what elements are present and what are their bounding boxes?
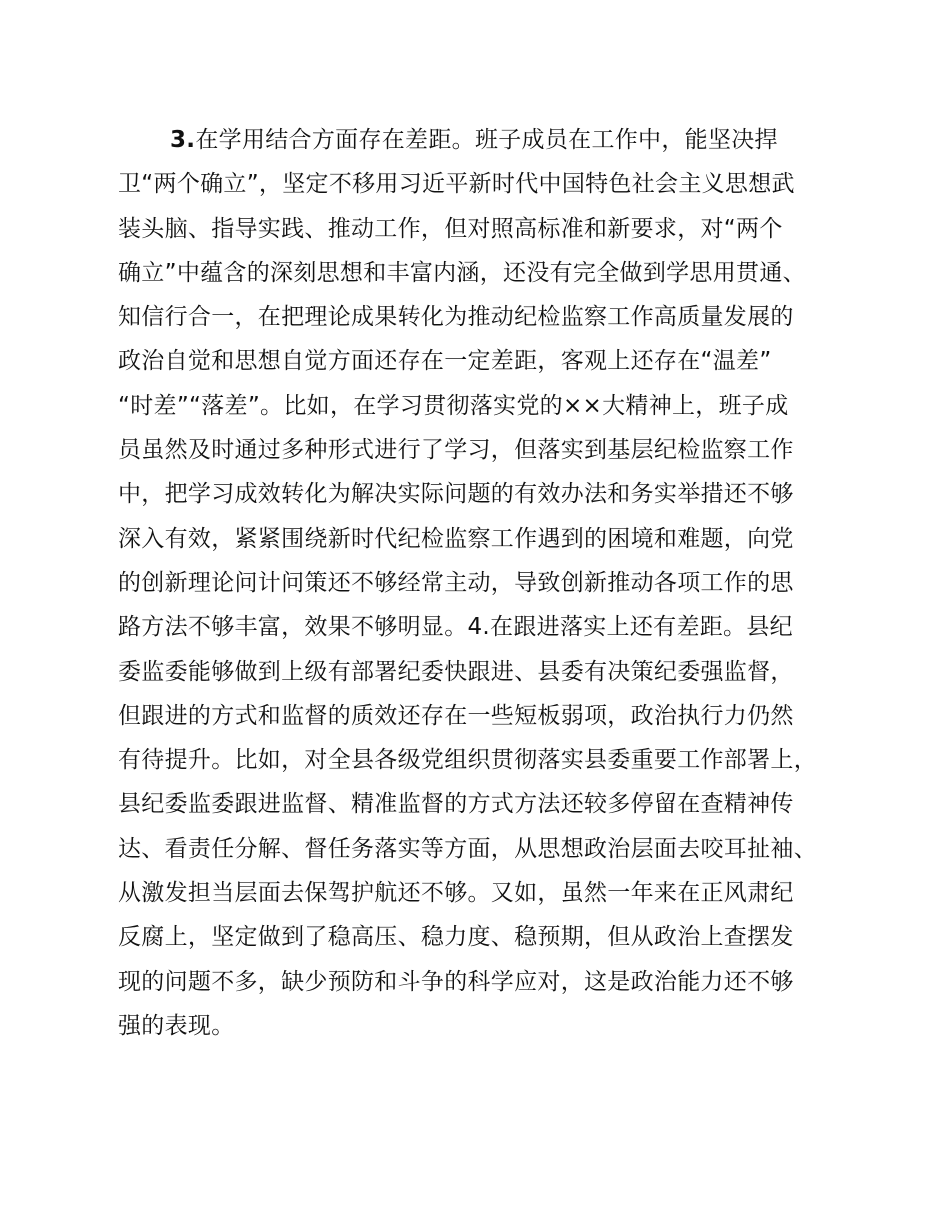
text-line: 委监委能够做到上级有部署纪委快跟进、县委有决策纪委强监督， <box>118 658 794 685</box>
text-line: 知信行合一，在把理论成果转化为推动纪检监察工作高质量发展的 <box>118 304 794 331</box>
text-line: 员虽然及时通过多种形式进行了学习，但落实到基层纪检监察工作 <box>118 437 794 464</box>
text-line: 政治自觉和思想自觉方面还存在一定差距，客观上还存在“温差” <box>118 348 772 375</box>
text-line: 达、看责任分解、督任务落实等方面，从思想政治层面去咬耳扯袖、 <box>118 835 817 862</box>
text-line: 有待提升。比如，对全县各级党组织贯彻落实县委重要工作部署上， <box>118 747 817 774</box>
text-line: 的创新理论问计问策还不够经常主动，导致创新推动各项工作的思 <box>118 569 794 596</box>
text-line <box>118 118 858 162</box>
body-paragraph <box>118 118 858 1048</box>
text-line: 县纪委监委跟进监督、精准监督的方式方法还较多停留在查精神传 <box>118 791 794 818</box>
text-line: 深入有效，紧紧围绕新时代纪检监察工作遇到的困境和难题，向党 <box>118 525 794 552</box>
text-line: 现的问题不多，缺少预防和斗争的科学应对，这是政治能力还不够 <box>118 968 794 995</box>
text-line: 卫“两个确立”，坚定不移用习近平新时代中国特色社会主义思想武 <box>118 171 795 198</box>
text-line: 装头脑、指导实践、推动工作，但对照高标准和新要求，对“两个 <box>118 215 783 242</box>
text-line: 中，把学习成效转化为解决实际问题的有效办法和务实举措还不够 <box>118 481 794 508</box>
text-line: 但跟进的方式和监督的质效还存在一些短板弱项，政治执行力仍然 <box>118 702 794 729</box>
text-line-content: 在学用结合方面存在差距。班子成员在工作中，能坚决捍 <box>195 127 778 153</box>
text-line: 确立”中蕴含的深刻思想和丰富内涵，还没有完全做到学思用贯通、 <box>118 259 806 286</box>
section-number: 3. <box>170 127 196 153</box>
text-line: 路方法不够丰富，效果不够明显。4.在跟进落实上还有差距。县纪 <box>118 614 793 641</box>
text-line: 强的表现。 <box>118 1012 235 1039</box>
text-line: 从激发担当层面去保驾护航还不够。又如，虽然一年来在正风肃纪 <box>118 880 794 907</box>
text-line: “时差”“落差”。比如，在学习贯彻落实党的××大精神上，班子成 <box>118 392 789 419</box>
text-line: 反腐上，坚定做到了稳高压、稳力度、稳预期，但从政治上查摆发 <box>118 924 794 951</box>
